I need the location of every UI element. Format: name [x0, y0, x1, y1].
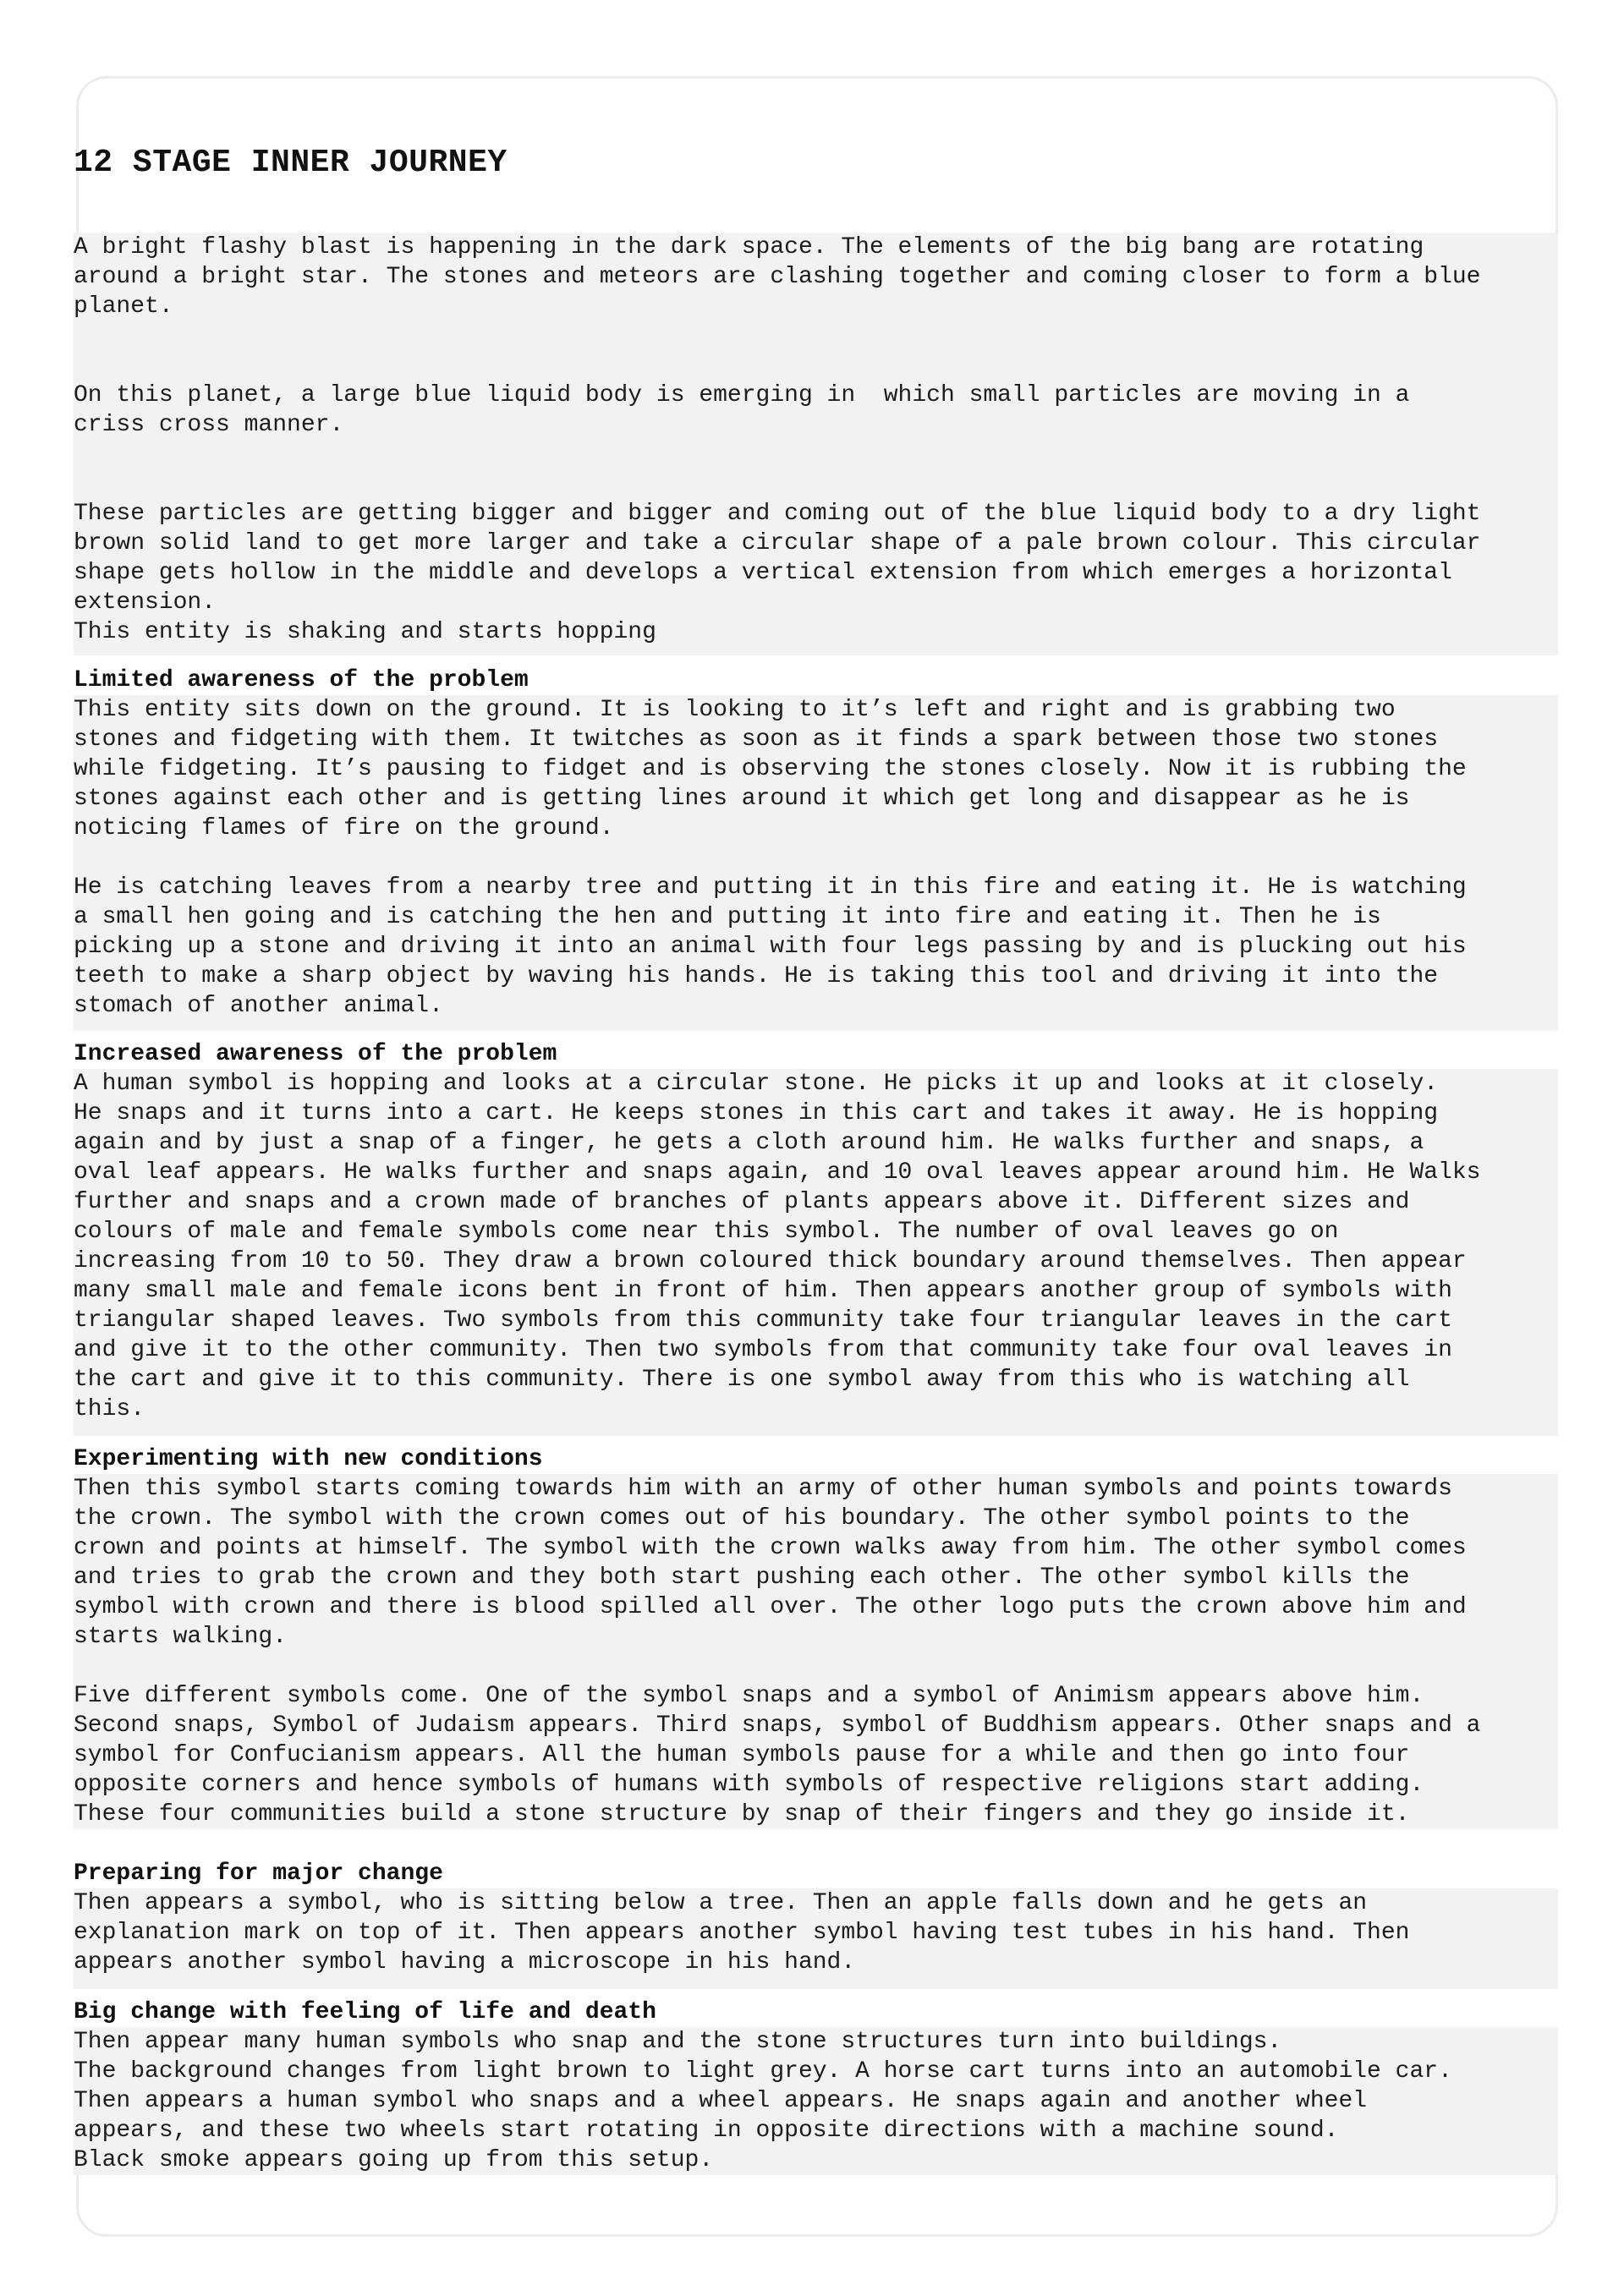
section-heading: Experimenting with new conditions — [74, 1444, 1558, 1474]
section-gap — [74, 1829, 1558, 1859]
section-paragraph: Then this symbol starts coming towards him with an army of other human symbols and points towards the crown. The symbol with the crown comes out of his boundary. The other symbol points to the crown and points at himself. The symbol with the crown walks away from him. The other symbol comes and tries to grab the crown and they both start pushing each other. The other symbol kills the symbol with crown and there is blood spilled all over. The other logo puts the crown above him and starts walking. — [74, 1474, 1558, 1652]
intro-paragraph: On this planet, a large blue liquid body is emerging in which small particles are moving in a criss cross manner. — [74, 381, 1558, 440]
section-gap — [74, 1989, 1558, 1997]
section-gap — [74, 655, 1558, 666]
section-heading: Big change with feeling of life and death — [74, 1997, 1558, 2027]
section-paragraph: Five different symbols come. One of the symbol snaps and a symbol of Animism appears above him. Second snaps, Symbol of Judaism appears. Third snaps, symbol of Buddhism appears. Other snaps and a symbol for Confucianism appears. All the human symbols pause for a while and then go into four opposite corners and hence symbols of humans with symbols of respective religions start adding. These four communities build a stone structure by snap of their fingers and they go inside it. — [74, 1681, 1558, 1829]
page-title: 12 STAGE INNER JOURNEY — [74, 145, 508, 181]
intro-block — [74, 233, 1558, 655]
paragraph-gap — [74, 321, 1558, 381]
section-gap — [74, 1436, 1558, 1444]
document-body — [74, 135, 1558, 2175]
section-paragraph: This entity sits down on the ground. It is looking to it’s left and right and is grabbing two stones and fidgeting with them. It twitches as soon as it finds a spark between those two stones while fidgeting. It’s pausing to fidget and is observing the stones closely. Now it is rubbing the stones against each other and is getting lines around it which get long and disappear as he is noticing flames of fire on the ground. — [74, 695, 1558, 843]
block-end — [74, 1021, 1558, 1031]
paragraph-gap — [74, 440, 1558, 499]
section-paragraph: Then appear many human symbols who snap and the stone structures turn into buildings. The background changes from light brown to light grey. A horse cart turns into an automobile car. Then appears a human symbol who snaps and a wheel appears. He snaps again and another wheel appears, and these two wheels start rotating in opposite directions with a machine sound. Black smoke appears going up from this setup. — [74, 2027, 1558, 2175]
paragraph-gap — [74, 843, 1558, 873]
block-end — [74, 1977, 1558, 1989]
intro-paragraph: These particles are getting bigger and bigger and coming out of the blue liquid body to a dry light brown solid land to get more larger and take a circular shape of a pale brown colour. This circular shape gets hollow in the middle and develops a vertical extension from which emerges a horizontal extension. This entity is shaking and starts hopping — [74, 499, 1558, 647]
block-end — [74, 1424, 1558, 1436]
block-end — [74, 647, 1558, 655]
intro-paragraph: A bright flashy blast is happening in the dark space. The elements of the big bang are rotating around a bright star. The stones and meteors are clashing together and coming closer to form a blue planet. — [74, 233, 1558, 321]
section-gap — [74, 1031, 1558, 1039]
section-paragraph: He is catching leaves from a nearby tree and putting it in this fire and eating it. He is watching a small hen going and is catching the hen and putting it into fire and eating it. Then he is picking up a stone and driving it into an animal with four legs passing by and is plucking out his teeth to make a sharp object by waving his hands. He is taking this tool and driving it into the stomach of another animal. — [74, 873, 1558, 1021]
section-paragraph: Then appears a symbol, who is sitting below a tree. Then an apple falls down and he gets an explanation mark on top of it. Then appears another symbol having test tubes in his hand. Then appears another symbol having a microscope in his hand. — [74, 1888, 1558, 1977]
section-heading: Preparing for major change — [74, 1859, 1558, 1888]
section-heading: Increased awareness of the problem — [74, 1039, 1558, 1069]
paragraph-gap — [74, 1652, 1558, 1681]
section-paragraph: A human symbol is hopping and looks at a circular stone. He picks it up and looks at it closely. He snaps and it turns into a cart. He keeps stones in this cart and takes it away. He is hopping again and by just a snap of a finger, he gets a cloth around him. He walks further and snaps, a oval leaf appears. He walks further and snaps again, and 10 oval leaves appear around him. He Walks further and snaps and a crown made of branches of plants appears above it. Different sizes and colours of male and female symbols come near this symbol. The number of oval leaves go on increasing from 10 to 50. They draw a brown coloured thick boundary around themselves. Then appear many small male and female icons bent in front of him. Then appears another group of symbols with triangular shaped leaves. Two symbols from this community take four triangular leaves in the cart and give it to the other community. Then two symbols from that community take four oval leaves in the cart and give it to this community. There is one symbol away from this who is watching all this. — [74, 1069, 1558, 1424]
section-heading: Limited awareness of the problem — [74, 666, 1558, 695]
